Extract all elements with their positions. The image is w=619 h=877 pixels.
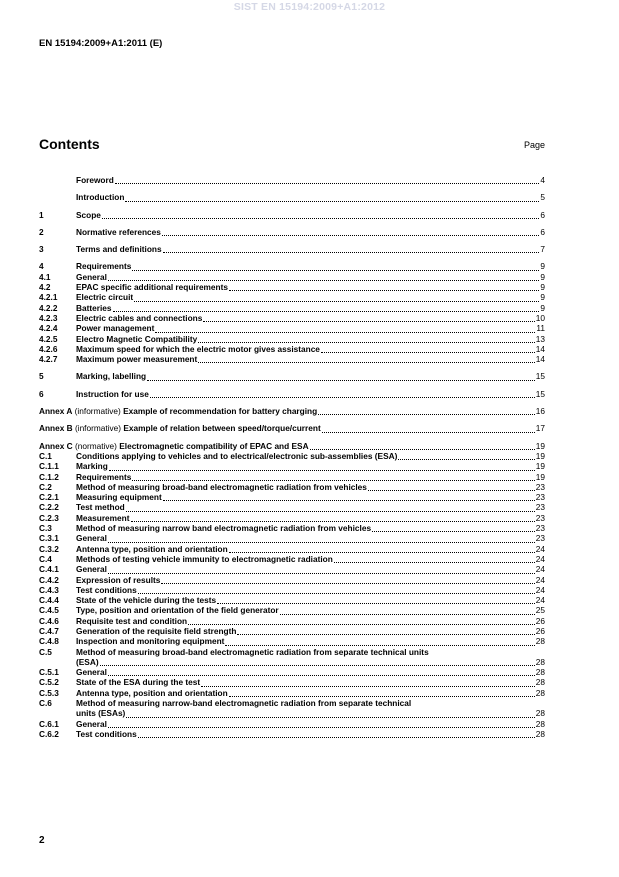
- dot-leader: [237, 626, 534, 635]
- toc-entry-number: 4.2.2: [39, 302, 58, 313]
- toc-entry-title: General: [76, 564, 107, 575]
- toc-entry-page: 7: [540, 244, 545, 255]
- dot-leader: [131, 513, 535, 522]
- dot-leader: [398, 451, 534, 460]
- toc-entry[interactable]: [39, 575, 545, 585]
- toc-entry-number: 5: [39, 371, 44, 382]
- toc-entry-page: 14: [535, 354, 545, 365]
- toc-entry-page: 16: [535, 406, 545, 417]
- dot-leader: [163, 492, 535, 501]
- toc-entry[interactable]: [39, 272, 545, 282]
- contents-title: Contents: [39, 136, 100, 152]
- toc-entry-number: 4.2: [39, 282, 51, 293]
- toc-entry-title: Power management: [76, 323, 155, 334]
- toc-entry-title: Electro Magnetic Compatibility: [76, 333, 198, 344]
- toc-entry-page: 9: [540, 261, 545, 272]
- dot-leader: [126, 503, 535, 512]
- toc-entry[interactable]: [39, 313, 545, 323]
- toc-entry-title: Requisite test and condition: [76, 615, 188, 626]
- toc-entry-title: [39, 423, 321, 433]
- toc-entry-title: [39, 441, 309, 451]
- dot-leader: [229, 282, 539, 291]
- toc-entry-title: General: [76, 271, 107, 282]
- dot-leader: [147, 372, 535, 381]
- toc-entry-page: 14: [535, 343, 545, 354]
- dot-leader: [321, 344, 535, 353]
- toc-entry-title: EPAC specific additional requirements: [76, 282, 228, 293]
- toc-entry[interactable]: [39, 533, 545, 543]
- toc-entry[interactable]: [39, 523, 545, 533]
- toc-entry-title: [39, 406, 317, 416]
- annex-label: Annex B: [39, 423, 73, 434]
- toc-entry-title: General: [76, 718, 107, 729]
- toc-entry-page: 23: [535, 523, 545, 534]
- toc-entry-title: Batteries: [76, 302, 112, 313]
- dot-leader: [108, 565, 535, 574]
- toc-entry-page: 19: [535, 461, 545, 472]
- dot-leader: [115, 175, 540, 184]
- toc-entry-number: 4.1: [39, 271, 51, 282]
- dot-leader: [318, 406, 535, 415]
- toc-entry-number: C.4.8: [39, 636, 59, 647]
- toc-entry[interactable]: [39, 406, 545, 416]
- toc-entry[interactable]: [39, 282, 545, 292]
- toc-entry-title: Requirements: [76, 471, 132, 482]
- toc-entry-number: C.4.5: [39, 605, 59, 616]
- toc-entry-number: C.5: [39, 646, 52, 657]
- toc-entry-number: C.4.3: [39, 584, 59, 595]
- annex-title: Example of recommendation for battery charging: [123, 406, 318, 417]
- toc-entry-number: C.5.2: [39, 677, 59, 688]
- toc-entry-title: Terms and definitions: [76, 244, 162, 255]
- dot-leader: [217, 595, 535, 604]
- toc-entry[interactable]: [39, 472, 545, 482]
- toc-entry-title: Electric cables and connections: [76, 312, 203, 323]
- toc-entry[interactable]: [39, 595, 545, 605]
- toc-entry-title: Maximum power measurement: [76, 354, 198, 365]
- dot-leader: [108, 272, 539, 281]
- toc-entry[interactable]: [39, 636, 545, 646]
- toc-entry[interactable]: [39, 244, 545, 254]
- dot-leader: [108, 667, 535, 676]
- toc-entry-title: (ESA): [76, 656, 99, 667]
- toc-entry-title: Marking: [76, 461, 108, 472]
- toc-entry-number: C.4.6: [39, 615, 59, 626]
- watermark: SIST EN 15194:2009+A1:2012: [233, 1, 386, 13]
- dot-leader: [198, 334, 535, 343]
- toc-entry-number: C.4.4: [39, 595, 59, 606]
- toc-entry-page: 24: [535, 595, 545, 606]
- dot-leader: [198, 354, 535, 363]
- dot-leader: [138, 729, 535, 738]
- dot-leader: [150, 389, 535, 398]
- dot-leader: [155, 324, 535, 333]
- toc-entry-page: 15: [535, 388, 545, 399]
- toc-entry-number: 3: [39, 244, 44, 255]
- toc-entry-page: 19: [535, 450, 545, 461]
- toc-entry-number: 2: [39, 226, 44, 237]
- annex-type: (informative): [72, 406, 124, 417]
- dot-leader: [108, 534, 535, 543]
- toc-entry-number: 4.2.7: [39, 354, 58, 365]
- dot-leader: [372, 523, 535, 532]
- dot-leader: [132, 472, 534, 481]
- toc-entry-title: Methods of testing vehicle immunity to electromagnetic radiation: [76, 553, 333, 564]
- annex-type: (informative): [72, 423, 124, 434]
- toc-entry-page: 15: [535, 371, 545, 382]
- toc-entry-number: C.6.1: [39, 718, 59, 729]
- toc-entry-title-continued: [76, 708, 545, 718]
- toc-entry-page: 28: [535, 687, 545, 698]
- toc-entry-number: C.5.3: [39, 687, 59, 698]
- toc-entry-title-block: [76, 647, 545, 668]
- toc-entry-title: State of the vehicle during the tests: [76, 595, 217, 606]
- dot-leader: [163, 244, 540, 253]
- dot-leader: [102, 210, 539, 219]
- toc-entry-page: 26: [535, 615, 545, 626]
- toc-entry-number: C.5.1: [39, 667, 59, 678]
- toc-entry-page: 23: [535, 533, 545, 544]
- toc-entry-number: 4: [39, 261, 44, 272]
- toc-entry[interactable]: [39, 323, 545, 333]
- toc-entry[interactable]: [39, 544, 545, 554]
- dot-leader: [229, 688, 535, 697]
- toc-entry[interactable]: [39, 647, 545, 668]
- toc-entry-number: C.6: [39, 698, 52, 709]
- toc-entry[interactable]: [39, 344, 545, 354]
- toc-entry-title: General: [76, 667, 107, 678]
- toc-entry[interactable]: [39, 441, 545, 451]
- toc-entry[interactable]: [39, 461, 545, 471]
- toc-entry-number: C.4.1: [39, 564, 59, 575]
- toc-entry-number: C.2.2: [39, 502, 59, 513]
- toc-entry-page: 6: [540, 209, 545, 220]
- toc-entry-page: 17: [535, 423, 545, 434]
- toc-entry-page: 19: [535, 440, 545, 451]
- dot-leader: [334, 554, 535, 563]
- toc-entry-title: Requirements: [76, 261, 132, 272]
- toc-entry-number: 6: [39, 388, 44, 399]
- toc-entry[interactable]: [39, 554, 545, 564]
- toc-entry-page: 11: [536, 323, 545, 334]
- toc-entry[interactable]: [39, 227, 545, 237]
- toc-entry-title: Test conditions: [76, 728, 137, 739]
- toc-entry-title: Normative references: [76, 226, 161, 237]
- toc-entry-page: 28: [535, 677, 545, 688]
- toc-entry-page: 23: [535, 481, 545, 492]
- dot-leader: [280, 606, 535, 615]
- toc-entry-number: 1: [39, 209, 44, 220]
- toc-entry-title: Scope: [76, 209, 101, 220]
- dot-leader: [310, 441, 535, 450]
- toc-entry-number: C.4.7: [39, 625, 59, 636]
- dot-leader: [108, 719, 535, 728]
- toc-entry-title: Method of measuring broad-band electromagnetic radiation from vehicles: [76, 481, 367, 492]
- table-of-contents: [39, 175, 545, 739]
- toc-entry[interactable]: [39, 354, 545, 364]
- toc-entry-number: C.1.1: [39, 461, 59, 472]
- toc-entry[interactable]: [39, 729, 545, 739]
- toc-entry[interactable]: [39, 677, 545, 687]
- toc-entry-title-block: [76, 698, 545, 719]
- dot-leader: [203, 313, 534, 322]
- toc-entry[interactable]: [39, 175, 545, 185]
- toc-entry-page: 28: [535, 728, 545, 739]
- annex-type: (normative): [72, 440, 120, 451]
- toc-entry[interactable]: [39, 334, 545, 344]
- toc-entry-number: C.3: [39, 523, 52, 534]
- toc-entry-title: units (ESAs): [76, 708, 126, 719]
- toc-entry-page: 24: [535, 574, 545, 585]
- toc-entry-page: 9: [540, 302, 545, 313]
- toc-entry-number: C.1.2: [39, 471, 59, 482]
- toc-entry-number: 4.2.4: [39, 323, 58, 334]
- toc-entry-number: C.1: [39, 450, 52, 461]
- toc-entry-page: 26: [535, 625, 545, 636]
- toc-entry-number: C.2.3: [39, 512, 59, 523]
- toc-entry-title-continued: [76, 657, 545, 667]
- annex-title: Example of relation between speed/torque/current: [123, 423, 321, 434]
- toc-entry-page: 9: [540, 282, 545, 293]
- toc-entry-title: Maximum speed for which the electric motor gives assistance: [76, 343, 320, 354]
- dot-leader: [100, 657, 535, 666]
- toc-entry-title: Measuring equipment: [76, 492, 162, 503]
- toc-entry-number: 4.2.3: [39, 312, 58, 323]
- toc-entry-page: 5: [540, 192, 545, 203]
- toc-entry-page: 9: [540, 292, 545, 303]
- toc-entry-number: C.3.2: [39, 543, 59, 554]
- toc-entry-page: 6: [540, 226, 545, 237]
- dot-leader: [126, 709, 534, 718]
- toc-entry-title: Generation of the requisite field strength: [76, 625, 237, 636]
- dot-leader: [188, 616, 535, 625]
- dot-leader: [109, 462, 535, 471]
- toc-entry-title: State of the ESA during the test: [76, 677, 201, 688]
- toc-entry-page: 28: [535, 708, 545, 719]
- toc-entry[interactable]: [39, 261, 545, 271]
- toc-entry-page: 28: [535, 656, 545, 667]
- toc-entry-page: 23: [535, 502, 545, 513]
- toc-entry[interactable]: [39, 389, 545, 399]
- toc-entry[interactable]: [39, 292, 545, 302]
- toc-entry-page: 24: [535, 543, 545, 554]
- toc-entry-page: 23: [535, 492, 545, 503]
- toc-entry[interactable]: [39, 564, 545, 574]
- document-id: EN 15194:2009+A1:2011 (E): [39, 38, 163, 49]
- dot-leader: [368, 482, 535, 491]
- toc-entry[interactable]: [39, 492, 545, 502]
- toc-entry-title: Inspection and monitoring equipment: [76, 636, 225, 647]
- dot-leader: [138, 585, 535, 594]
- dot-leader: [229, 544, 535, 553]
- toc-entry[interactable]: [39, 626, 545, 636]
- toc-entry-page: 4: [540, 175, 545, 185]
- page-number: 2: [39, 835, 45, 846]
- toc-entry-title: Method of measuring narrow-band electromagnetic radiation from separate technical: [76, 698, 412, 709]
- toc-entry-title: General: [76, 533, 107, 544]
- toc-entry[interactable]: [39, 303, 545, 313]
- toc-entry-number: C.4.2: [39, 574, 59, 585]
- toc-entry-title: Foreword: [76, 175, 114, 185]
- toc-entry-title: Expression of results: [76, 574, 161, 585]
- toc-entry[interactable]: [39, 451, 545, 461]
- dot-leader: [132, 262, 539, 271]
- toc-entry-page: 9: [540, 271, 545, 282]
- dot-leader: [322, 424, 535, 433]
- toc-entry-title: Antenna type, position and orientation: [76, 687, 228, 698]
- toc-entry-page: 24: [535, 564, 545, 575]
- toc-entry-number: C.2.1: [39, 492, 59, 503]
- toc-entry-title: Method of measuring broad-band electromagnetic radiation from separate technical units: [76, 646, 429, 657]
- toc-entry-number: C.3.1: [39, 533, 59, 544]
- toc-entry-page: 10: [535, 312, 545, 323]
- annex-label: Annex A: [39, 406, 73, 417]
- toc-entry-number: C.6.2: [39, 728, 59, 739]
- dot-leader: [225, 637, 534, 646]
- toc-entry-page: 19: [535, 471, 545, 482]
- dot-leader: [162, 227, 540, 236]
- toc-entry-page: 25: [535, 605, 545, 616]
- page-column-label: Page: [523, 140, 545, 150]
- toc-entry-page: 24: [535, 553, 545, 564]
- dot-leader: [125, 193, 539, 202]
- toc-entry-number: C.4: [39, 553, 52, 564]
- toc-entry[interactable]: [39, 371, 545, 381]
- toc-entry[interactable]: [39, 585, 545, 595]
- toc-entry[interactable]: [39, 423, 545, 433]
- toc-entry[interactable]: [39, 513, 545, 523]
- toc-entry-title: Instruction for use: [76, 388, 149, 399]
- toc-entry[interactable]: [39, 482, 545, 492]
- toc-entry[interactable]: [39, 210, 545, 220]
- dot-leader: [201, 678, 535, 687]
- toc-entry-page: 24: [535, 584, 545, 595]
- toc-entry-title: Measurement: [76, 512, 130, 523]
- toc-entry[interactable]: [39, 667, 545, 677]
- annex-label: Annex C: [39, 440, 73, 451]
- toc-entry-number: 4.2.6: [39, 343, 58, 354]
- toc-entry[interactable]: [39, 688, 545, 698]
- toc-entry[interactable]: [39, 616, 545, 626]
- toc-entry-page: 23: [535, 512, 545, 523]
- toc-entry-number: C.2: [39, 481, 52, 492]
- toc-entry-title: Antenna type, position and orientation: [76, 543, 228, 554]
- toc-entry-title: Test method: [76, 502, 125, 513]
- toc-entry[interactable]: [39, 605, 545, 615]
- toc-entry-title: Test conditions: [76, 584, 137, 595]
- toc-entry-number: 4.2.1: [39, 292, 58, 303]
- toc-entry-page: 28: [535, 718, 545, 729]
- toc-entry-page: 28: [535, 667, 545, 678]
- dot-leader: [113, 303, 540, 312]
- toc-entry-title: Type, position and orientation of the field generator: [76, 605, 279, 616]
- toc-entry[interactable]: [39, 192, 545, 202]
- toc-entry[interactable]: [39, 719, 545, 729]
- toc-entry-title: Conditions applying to vehicles and to electrical/electronic sub-assemblies (ESA): [76, 450, 398, 461]
- toc-entry-title: Method of measuring narrow band electromagnetic radiation from vehicles: [76, 523, 372, 534]
- toc-entry[interactable]: [39, 698, 545, 719]
- toc-entry-number: 4.2.5: [39, 333, 58, 344]
- dot-leader: [161, 575, 534, 584]
- toc-entry-title: Introduction: [76, 192, 125, 203]
- toc-entry[interactable]: [39, 502, 545, 512]
- annex-title: Electromagnetic compatibility of EPAC and ESA: [119, 440, 309, 451]
- toc-entry-page: 28: [535, 636, 545, 647]
- toc-entry-title: Electric circuit: [76, 292, 134, 303]
- toc-entry-title: Marking, labelling: [76, 371, 147, 382]
- toc-entry-page: 13: [535, 333, 545, 344]
- dot-leader: [134, 293, 539, 302]
